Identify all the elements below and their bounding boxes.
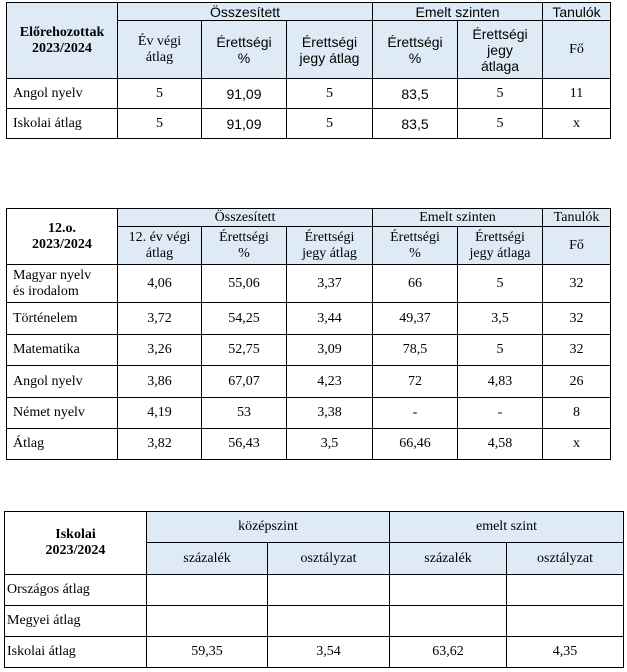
cell: 91,09 xyxy=(202,79,287,109)
cell: 26 xyxy=(543,366,611,398)
cell: - xyxy=(373,398,458,429)
subheader: osztályzat xyxy=(507,543,624,575)
row-label: Iskolai átlag xyxy=(5,637,147,668)
group-header-summary: Összesített xyxy=(118,209,373,227)
row-label: Átlag xyxy=(7,429,118,460)
corner-line: 2023/2024 xyxy=(32,40,92,56)
table-corner-header xyxy=(5,512,147,575)
group-header-students: Tanulók xyxy=(543,3,611,21)
cell: 3,37 xyxy=(287,265,373,303)
subheader: Érettségi % xyxy=(202,227,287,265)
cell: 3,5 xyxy=(287,429,373,460)
cell: 55,06 xyxy=(202,265,287,303)
row-label: Angol nyelv xyxy=(7,79,118,109)
table-row xyxy=(5,606,624,637)
cell: 32 xyxy=(543,265,611,303)
table-row xyxy=(7,366,611,398)
subheader: Fő xyxy=(543,21,611,79)
subheader: Érettségi % xyxy=(373,227,458,265)
corner-line: 2023/2024 xyxy=(45,543,106,558)
cell xyxy=(147,606,268,637)
cell: 4,23 xyxy=(287,366,373,398)
row-label: Magyar nyelv és irodalom xyxy=(7,265,118,303)
cell: 91,09 xyxy=(202,109,287,139)
cell xyxy=(390,606,507,637)
grade12-exam-table xyxy=(6,208,611,460)
cell: 56,43 xyxy=(202,429,287,460)
cell: 5 xyxy=(118,79,202,109)
cell: 5 xyxy=(458,335,543,366)
subheader: százalék xyxy=(147,543,268,575)
cell: 3,54 xyxy=(268,637,390,668)
table-row xyxy=(7,303,611,335)
school-results-table xyxy=(4,511,624,668)
group-header-intermediate: középszint xyxy=(147,512,390,543)
subheader: 12. év végi átlag xyxy=(118,227,202,265)
cell: 49,37 xyxy=(373,303,458,335)
cell: 66,46 xyxy=(373,429,458,460)
cell: 53 xyxy=(202,398,287,429)
subheader: Érettségi jegy átlaga xyxy=(458,227,543,265)
cell: 72 xyxy=(373,366,458,398)
table-row xyxy=(7,265,611,303)
subheader: osztályzat xyxy=(268,543,390,575)
early-exam-table xyxy=(6,2,611,139)
cell: 3,09 xyxy=(287,335,373,366)
cell xyxy=(507,575,624,606)
cell: 83,5 xyxy=(373,79,458,109)
row-label: Iskolai átlag xyxy=(7,109,118,139)
cell: 5 xyxy=(458,265,543,303)
subheader: Érettségi jegy átlag xyxy=(287,21,373,79)
row-label: Történelem xyxy=(7,303,118,335)
cell: 52,75 xyxy=(202,335,287,366)
cell: 32 xyxy=(543,335,611,366)
cell: - xyxy=(458,398,543,429)
row-label: Matematika xyxy=(7,335,118,366)
row-label: Országos átlag xyxy=(5,575,147,606)
cell: 8 xyxy=(543,398,611,429)
corner-line: Iskolai xyxy=(55,527,96,542)
cell xyxy=(268,575,390,606)
cell: 5 xyxy=(118,109,202,139)
cell: 63,62 xyxy=(390,637,507,668)
row-label: Német nyelv xyxy=(7,398,118,429)
cell xyxy=(507,606,624,637)
subheader: Fő xyxy=(543,227,611,265)
cell: 4,19 xyxy=(118,398,202,429)
cell: 3,72 xyxy=(118,303,202,335)
table-row xyxy=(7,109,611,139)
subheader: Év végi átlag xyxy=(118,21,202,79)
cell: 11 xyxy=(543,79,611,109)
table-corner-header xyxy=(7,209,118,265)
cell: 3,38 xyxy=(287,398,373,429)
group-header-summary: Összesített xyxy=(118,3,373,21)
cell: 83,5 xyxy=(373,109,458,139)
row-label: Megyei átlag xyxy=(5,606,147,637)
subheader: Érettségi jegy átlaga xyxy=(458,21,543,79)
cell: x xyxy=(543,109,611,139)
cell: 67,07 xyxy=(202,366,287,398)
table-row xyxy=(7,429,611,460)
cell: 3,44 xyxy=(287,303,373,335)
row-label: Angol nyelv xyxy=(7,366,118,398)
cell: 3,26 xyxy=(118,335,202,366)
subheader: Érettségi % xyxy=(373,21,458,79)
cell: 5 xyxy=(458,109,543,139)
cell xyxy=(268,606,390,637)
cell: 4,35 xyxy=(507,637,624,668)
table-row xyxy=(7,398,611,429)
group-header-advanced: Emelt szinten xyxy=(373,209,543,227)
cell: 3,5 xyxy=(458,303,543,335)
group-header-advanced: emelt szint xyxy=(390,512,624,543)
cell: 5 xyxy=(458,79,543,109)
cell: 4,06 xyxy=(118,265,202,303)
group-header-students: Tanulók xyxy=(543,209,611,227)
cell xyxy=(147,575,268,606)
cell: 59,35 xyxy=(147,637,268,668)
cell: 4,58 xyxy=(458,429,543,460)
corner-line: 12.o. xyxy=(48,220,76,236)
cell: 78,5 xyxy=(373,335,458,366)
subheader: Érettségi % xyxy=(202,21,287,79)
table-row xyxy=(7,79,611,109)
cell: 5 xyxy=(287,109,373,139)
table-corner-header xyxy=(7,3,118,79)
corner-line: Előrehozottak xyxy=(19,24,105,40)
cell: 3,82 xyxy=(118,429,202,460)
cell: 3,86 xyxy=(118,366,202,398)
cell xyxy=(390,575,507,606)
cell: x xyxy=(543,429,611,460)
cell: 4,83 xyxy=(458,366,543,398)
table-row xyxy=(5,575,624,606)
cell: 66 xyxy=(373,265,458,303)
cell: 5 xyxy=(287,79,373,109)
table-row xyxy=(7,335,611,366)
subheader: Érettségi jegy átlag xyxy=(287,227,373,265)
corner-line: 2023/2024 xyxy=(32,236,92,252)
cell: 54,25 xyxy=(202,303,287,335)
group-header-advanced: Emelt szinten xyxy=(373,3,543,21)
table-row xyxy=(5,637,624,668)
subheader: százalék xyxy=(390,543,507,575)
cell: 32 xyxy=(543,303,611,335)
